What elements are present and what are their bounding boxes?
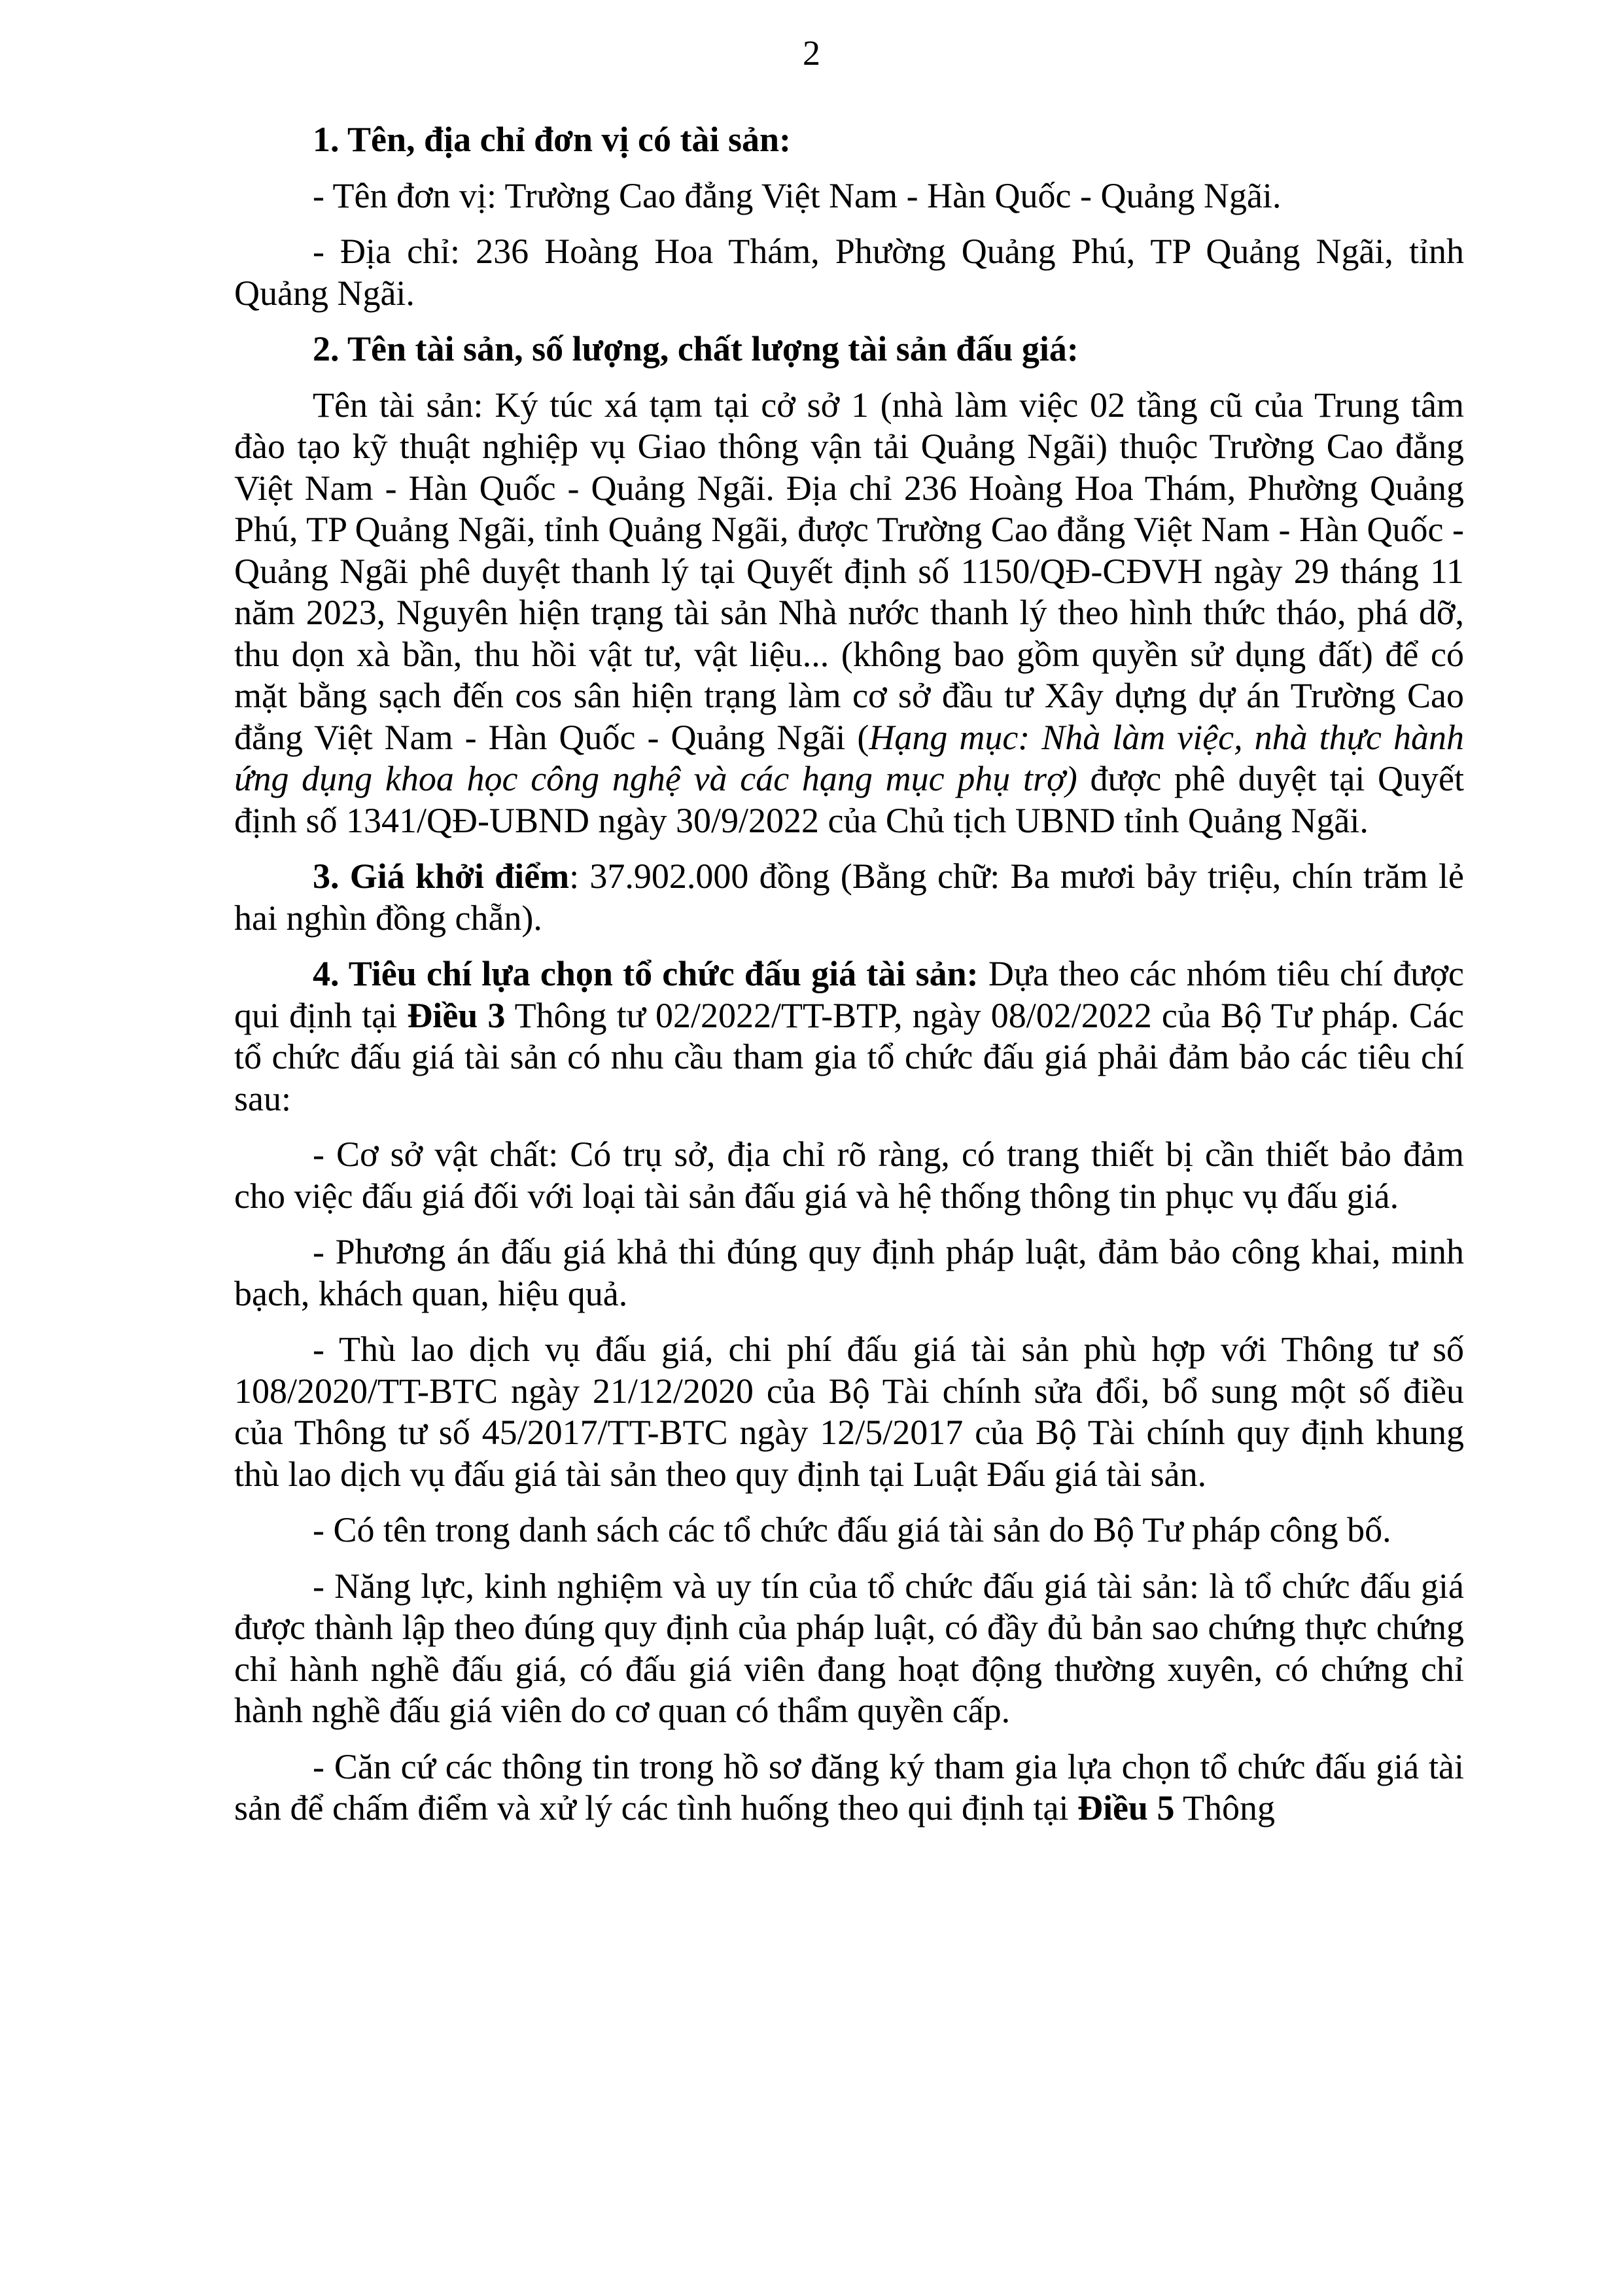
criterion-scoring-tail: Thông — [1174, 1788, 1275, 1828]
document-body — [234, 119, 1464, 1829]
unit-name-line: - Tên đơn vị: Trường Cao đẳng Việt Nam - Hàn Quốc - Quảng Ngãi. — [313, 175, 1282, 215]
selection-criteria-intro — [234, 953, 1464, 1120]
criterion-scoring — [234, 1746, 1464, 1829]
criterion-capacity: - Năng lực, kinh nghiệm và uy tín của tổ chức đấu giá tài sản: là tổ chức đấu giá được thành lập theo đúng quy định của pháp luật, có đầy đủ bản sao chứng thực chứng chỉ hành nghề đấu giá, có đấu giá viên đang hoạt động thường xuyên, có chứng chỉ hành nghề đấu giá viên do cơ quan có thẩm quyền cấp. — [234, 1566, 1464, 1730]
selection-criteria-text-2: Thông tư 02/2022/TT-BTP, ngày 08/02/2022 của Bộ Tư pháp. Các tổ chức đấu giá tài sản có nhu cầu tham gia tổ chức đấu giá phải đảm bảo các tiêu chí sau: — [234, 995, 1464, 1118]
criterion-fees: - Thù lao dịch vụ đấu giá, chi phí đấu giá tài sản phù hợp với Thông tư số 108/2020/TT-BTC ngày 21/12/2020 của Bộ Tài chính sửa đổi, bổ sung một số điều của Thông tư số 45/2017/TT-BTC ngày 12/5/2017 của Bộ Tài chính quy định khung thù lao dịch vụ đấu giá tài sản theo quy định tại Luật Đấu giá tài sản. — [234, 1330, 1464, 1494]
asset-description — [234, 385, 1464, 842]
page-number: 2 — [803, 33, 820, 73]
selection-criteria-text-1: Dựa theo các nhóm tiêu chí được qui định tại — [234, 954, 1464, 1035]
section-2-heading: 2. Tên tài sản, số lượng, chất lượng tài sản đấu giá: — [313, 329, 1079, 368]
starting-price-label: 3. Giá khởi điểm — [313, 857, 570, 896]
criterion-facilities: - Cơ sở vật chất: Có trụ sở, địa chỉ rõ ràng, có trang thiết bị cần thiết bảo đảm cho việc đấu giá đối với loại tài sản đấu giá và hệ thống thông tin phục vụ đấu giá. — [234, 1135, 1464, 1216]
selection-criteria-heading: 4. Tiêu chí lựa chọn tổ chức đấu giá tài sản: — [313, 954, 979, 993]
asset-description-tail: được phê duyệt tại Quyết định số 1341/QĐ-UBND ngày 30/9/2022 của Chủ tịch UBND tỉnh Quảng Ngãi. — [234, 759, 1465, 840]
criterion-scoring-text: - Căn cứ các thông tin trong hồ sơ đăng ký tham gia lựa chọn tổ chức đấu giá tài sản để chấm điểm và xử lý các tình huống theo qui định tại — [234, 1746, 1464, 1828]
starting-price-paragraph — [234, 856, 1464, 939]
asset-description-text: Tên tài sản: Ký túc xá tạm tại cở sở 1 (nhà làm việc 02 tầng cũ của Trung tâm đào tạo kỹ thuật nghiệp vụ Giao thông vận tải Quảng Ngãi) thuộc Trường Cao đẳng Việt Nam - Hàn Quốc - Quảng Ngãi. Địa chỉ 236 Hoàng Hoa Thám, Phường Quảng Phú, TP Quảng Ngãi, tỉnh Quảng Ngãi, được Trường Cao đẳng Việt Nam - Hàn Quốc - Quảng Ngãi phê duyệt thanh lý tại Quyết định số 1150/QĐ-CĐVH ngày 29 tháng 11 năm 2023, Nguyên hiện trạng tài sản Nhà nước thanh lý theo hình thức tháo, phá dỡ, thu dọn xà bần, thu hồi vật tư, vật liệu... (không bao gồm quyền sử dụng đất) để có mặt bằng sạch đến cos sân hiện trạng làm cơ sở đầu tư Xây dựng dự án Trường Cao đẳng Việt Nam - Hàn Quốc - Quảng Ngãi ( — [234, 385, 1464, 757]
criterion-auction-plan: - Phương án đấu giá khả thi đúng quy định pháp luật, đảm bảo công khai, minh bạch, khách quan, hiệu quả. — [234, 1232, 1464, 1313]
section-1-heading: 1. Tên, địa chỉ đơn vị có tài sản: — [313, 120, 792, 159]
asset-description-italic: Hạng mục: Nhà làm việc, nhà thực hành ứng dụng khoa học công nghệ và các hạng mục phụ trợ) — [234, 717, 1465, 798]
starting-price-text: : 37.902.000 đồng (Bằng chữ: Ba mươi bảy triệu, chín trăm lẻ hai nghìn đồng chẵn). — [234, 857, 1464, 938]
unit-address-line: - Địa chỉ: 236 Hoàng Hoa Thám, Phường Quảng Phú, TP Quảng Ngãi, tỉnh Quảng Ngãi. — [234, 232, 1464, 313]
article-5-reference: Điều 5 — [1077, 1788, 1175, 1828]
article-3-reference: Điều 3 — [407, 995, 506, 1035]
criterion-ministry-list: - Có tên trong danh sách các tổ chức đấu giá tài sản do Bộ Tư pháp công bố. — [313, 1510, 1391, 1549]
